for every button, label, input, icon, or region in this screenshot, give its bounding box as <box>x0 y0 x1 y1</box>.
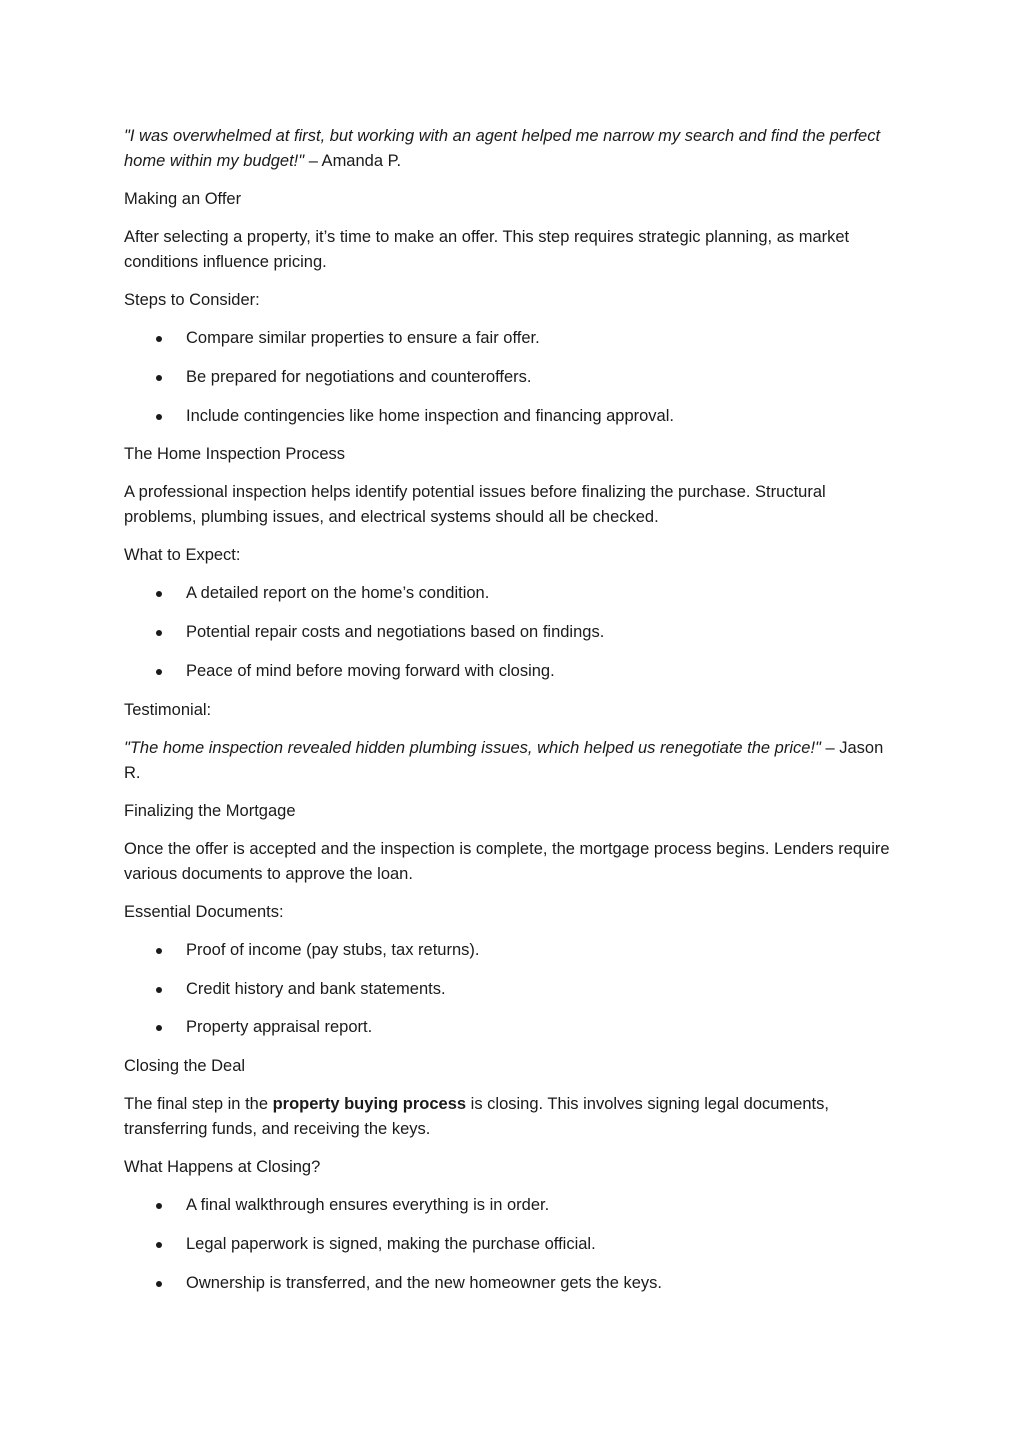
list-item <box>124 620 894 645</box>
list-heading-closing: What Happens at Closing? <box>124 1158 321 1177</box>
list-item-text: Proof of income (pay stubs, tax returns). <box>186 940 480 959</box>
bullet-icon <box>156 948 162 954</box>
list-item-text: Potential repair costs and negotiations based on findings. <box>186 623 605 642</box>
list-item-text: Be prepared for negotiations and counteroffers. <box>186 367 532 386</box>
list-heading-documents: Essential Documents: <box>124 902 284 921</box>
section-heading-inspection: The Home Inspection Process <box>124 445 346 464</box>
list-item <box>124 326 894 351</box>
bullet-icon <box>156 630 162 636</box>
section-heading-mortgage: Finalizing the Mortgage <box>124 801 296 820</box>
list-item <box>124 1015 894 1040</box>
paragraph-making-offer: After selecting a property, it’s time to make an offer. This step requires strategic planning, as market conditions influence pricing. <box>124 228 850 271</box>
list-item-text: Credit history and bank statements. <box>186 979 446 998</box>
list-heading-expect: What to Expect: <box>124 546 241 565</box>
testimonial-quote-jason <box>124 736 894 786</box>
bullet-icon <box>156 1203 162 1209</box>
list-item <box>124 1232 894 1257</box>
list-item-text: A detailed report on the home’s condition. <box>186 584 490 603</box>
bullet-icon <box>156 1242 162 1248</box>
list-item <box>124 1271 894 1296</box>
bullet-icon <box>156 336 162 342</box>
list-item <box>124 1193 894 1218</box>
quote-text: "I was overwhelmed at first, but working with an agent helped me narrow my search and find the perfect home within my budget!" <box>124 127 881 170</box>
list-item <box>124 977 894 1002</box>
section-heading-closing: Closing the Deal <box>124 1057 246 1076</box>
list-item <box>124 581 894 606</box>
paragraph-closing <box>124 1092 894 1142</box>
list-item-text: Peace of mind before moving forward with closing. <box>186 661 555 680</box>
list-heading-steps: Steps to Consider: <box>124 291 260 309</box>
testimonial-quote-amanda <box>124 124 894 174</box>
bullet-icon <box>156 375 162 381</box>
closing-text-end: is closing. This involves signing legal documents, transferring funds, and receiving the keys. <box>124 1095 829 1139</box>
bullet-list-documents <box>124 938 894 1041</box>
list-item <box>124 404 894 429</box>
bullet-icon <box>156 1281 162 1287</box>
list-item-text: Legal paperwork is signed, making the purchase official. <box>186 1234 596 1253</box>
bullet-icon <box>156 414 162 420</box>
paragraph-inspection: A professional inspection helps identify potential issues before finalizing the purchase. Structural problems, plumbing issues, and electrical systems should all be checked. <box>124 483 826 527</box>
bullet-icon <box>156 591 162 597</box>
closing-text-start: The final step in the <box>124 1095 273 1114</box>
document-page <box>124 124 894 1310</box>
list-item-text: Property appraisal report. <box>186 1018 373 1037</box>
list-item <box>124 365 894 390</box>
bullet-icon <box>156 987 162 993</box>
section-heading-making-offer: Making an Offer <box>124 190 242 208</box>
paragraph-mortgage: Once the offer is accepted and the inspection is complete, the mortgage process begins. Lenders require various documents to approve the loan. <box>124 839 890 883</box>
bullet-list-closing <box>124 1193 894 1296</box>
list-item-text: Include contingencies like home inspection and financing approval. <box>186 406 674 425</box>
bullet-list-steps <box>124 326 894 429</box>
testimonial-heading: Testimonial: <box>124 700 212 719</box>
list-item-text: Ownership is transferred, and the new homeowner gets the keys. <box>186 1273 662 1292</box>
quote-author: – Amanda P. <box>304 152 402 170</box>
quote-text: "The home inspection revealed hidden plumbing issues, which helped us renegotiate the price!" <box>124 738 821 757</box>
bullet-icon <box>156 1025 162 1031</box>
closing-text-bold: property buying process <box>272 1095 467 1114</box>
list-item-text: Compare similar properties to ensure a fair offer. <box>186 329 540 347</box>
bullet-list-expect <box>124 581 894 684</box>
bullet-icon <box>156 669 162 675</box>
quote-author: – Jason R. <box>124 738 884 782</box>
list-item-text: A final walkthrough ensures everything is in order. <box>186 1196 550 1215</box>
list-item <box>124 659 894 684</box>
list-item <box>124 938 894 963</box>
